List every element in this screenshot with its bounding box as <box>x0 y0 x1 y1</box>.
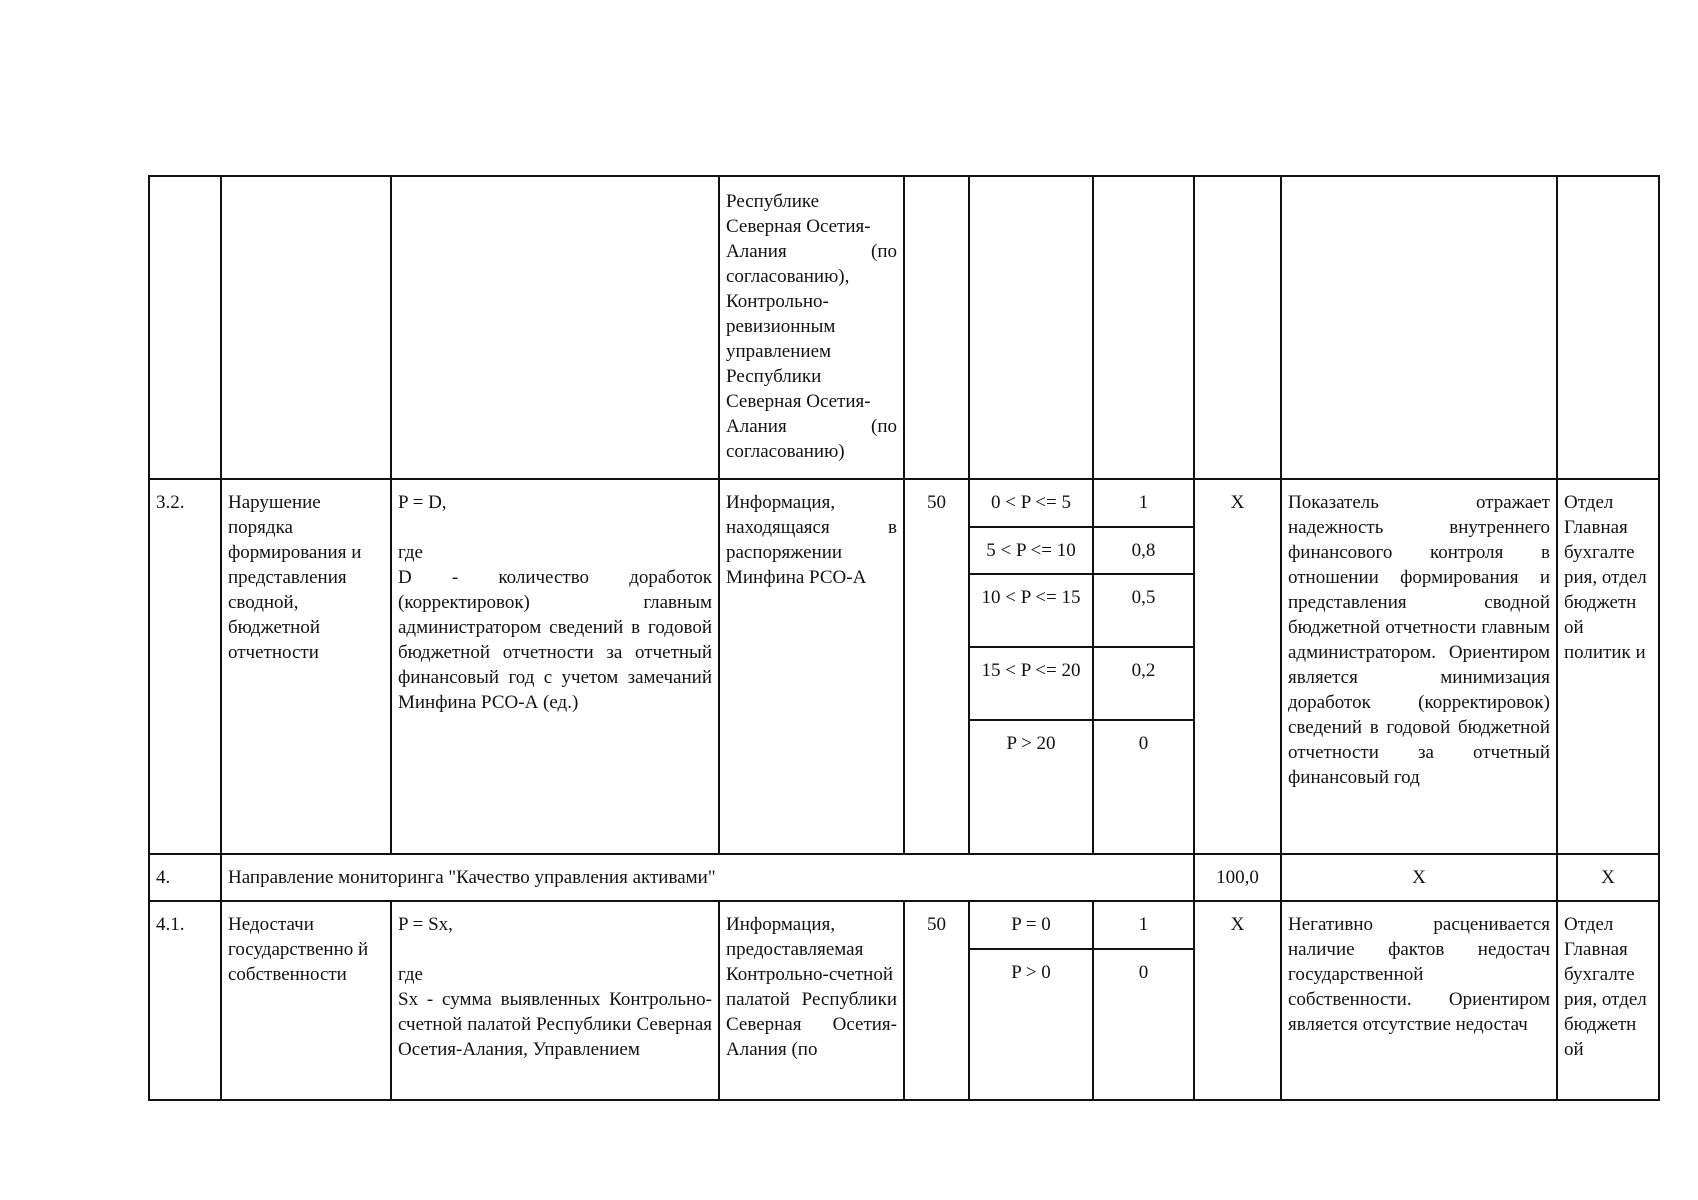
range-condition: P > 0 <box>970 949 1093 1099</box>
source-cell: Информация, предоставляемая Контрольно-счетной палатой Республики Северная Осетия-Алания (по <box>719 901 904 1100</box>
range-score: 1 <box>1093 902 1193 949</box>
x-mark-cell: Х <box>1194 479 1281 854</box>
range-score: 0,5 <box>1093 574 1193 647</box>
formula-where: где <box>398 964 423 985</box>
x-mark-cell: Х <box>1194 901 1281 1100</box>
range-score: 1 <box>1093 480 1193 527</box>
source-line: Северная Осетия- <box>726 391 871 412</box>
cell-empty <box>1093 176 1194 479</box>
source-cell: Информация, находящаяся в распоряжении Минфина РСО-А <box>719 479 904 854</box>
range-condition: P = 0 <box>970 902 1093 949</box>
section-title: Направление мониторинга "Качество управления активами" <box>221 854 1194 901</box>
range-row <box>970 527 1193 574</box>
x-mark-cell: Х <box>1281 854 1557 901</box>
cell-empty <box>1557 176 1659 479</box>
score-ranges-table <box>970 480 1193 853</box>
range-row <box>970 574 1193 647</box>
source-line: согласованию) <box>726 441 845 462</box>
formula-where: где <box>398 542 423 563</box>
x-mark-cell: Х <box>1557 854 1659 901</box>
score-ranges-table <box>970 902 1193 1099</box>
range-row <box>970 480 1193 527</box>
description-cell: Негативно расценивается наличие фактов недостач государственной собственности. Ориентиром является отсутствие недостач <box>1281 901 1557 1100</box>
cell-empty <box>969 176 1093 479</box>
table-row-4 <box>149 854 1659 901</box>
indicators-table <box>148 175 1660 1101</box>
source-line: Республике <box>726 191 820 212</box>
weight-cell: 50 <box>904 479 969 854</box>
range-score: 0 <box>1138 733 1149 754</box>
range-condition: 15 < P <= 20 <box>970 647 1093 720</box>
responsible-cell: Отдел Главная бухгалте рия, отдел бюджетн ой <box>1557 901 1659 1100</box>
range-row <box>970 949 1193 1099</box>
formula: P = Sx, <box>398 914 453 935</box>
source-line: управлением <box>726 341 832 362</box>
formula-description: D - количество доработок (корректировок) главным администратором сведений в годовой бюджетной отчетности за отчетный финансовый год с учетом замечаний Минфина РСО-А (ед.) <box>398 567 712 713</box>
table-row-3-2 <box>149 479 1659 854</box>
cell-empty <box>149 176 221 479</box>
indicator-name: Недостачи государственно й собственности <box>221 901 391 1100</box>
range-row <box>970 720 1193 853</box>
range-score: 0,2 <box>1093 647 1193 720</box>
source-line: Контрольно- <box>726 291 829 312</box>
source-line: Республики <box>726 366 822 387</box>
table-row-continuation <box>149 176 1659 479</box>
range-row <box>970 902 1193 949</box>
source-line: ревизионным <box>726 316 836 337</box>
range-score: 0,8 <box>1093 527 1193 574</box>
description-cell: Показатель отражает надежность внутреннего финансового контроля в отношении формирования и представления сводной бюджетной отчетности главным администратором. Ориентиром является минимизация доработок (корректировок) сведений в годовой бюджетной отчетности за отчетный финансовый год <box>1281 479 1557 854</box>
row-number: 3.2. <box>149 479 221 854</box>
formula: P = D, <box>398 492 447 513</box>
cell-empty <box>221 176 391 479</box>
score-ranges <box>969 479 1194 854</box>
indicator-name: Нарушение порядка формирования и представления сводной, бюджетной отчетности <box>221 479 391 854</box>
formula-cell <box>391 479 719 854</box>
formula-description: Sx - сумма выявленных Контрольно-счетной палатой Республики Северная Осетия-Алания, Управлением <box>398 989 712 1060</box>
responsible-cell: Отдел Главная бухгалте рия, отдел бюджетн ой политик и <box>1557 479 1659 854</box>
range-condition: 10 < P <= 15 <box>970 574 1093 647</box>
source-line: Алания (по <box>726 241 897 262</box>
cell-source-continuation <box>719 176 904 479</box>
row-number: 4. <box>149 854 221 901</box>
table-row-4-1 <box>149 901 1659 1100</box>
range-condition: 5 < P <= 10 <box>970 527 1093 574</box>
range-row <box>970 647 1193 720</box>
cell-empty <box>904 176 969 479</box>
source-line: Северная Осетия- <box>726 216 871 237</box>
cell-empty <box>1194 176 1281 479</box>
row-number: 4.1. <box>149 901 221 1100</box>
formula-cell <box>391 901 719 1100</box>
source-line: Алания (по <box>726 416 897 437</box>
range-condition: 0 < P <= 5 <box>970 480 1093 527</box>
score-ranges <box>969 901 1194 1100</box>
cell-empty <box>391 176 719 479</box>
source-line: согласованию), <box>726 266 850 287</box>
range-score: 0 <box>1138 962 1149 983</box>
weight-cell: 50 <box>904 901 969 1100</box>
cell-empty <box>1281 176 1557 479</box>
range-condition: P > 20 <box>970 720 1093 853</box>
section-total: 100,0 <box>1194 854 1281 901</box>
